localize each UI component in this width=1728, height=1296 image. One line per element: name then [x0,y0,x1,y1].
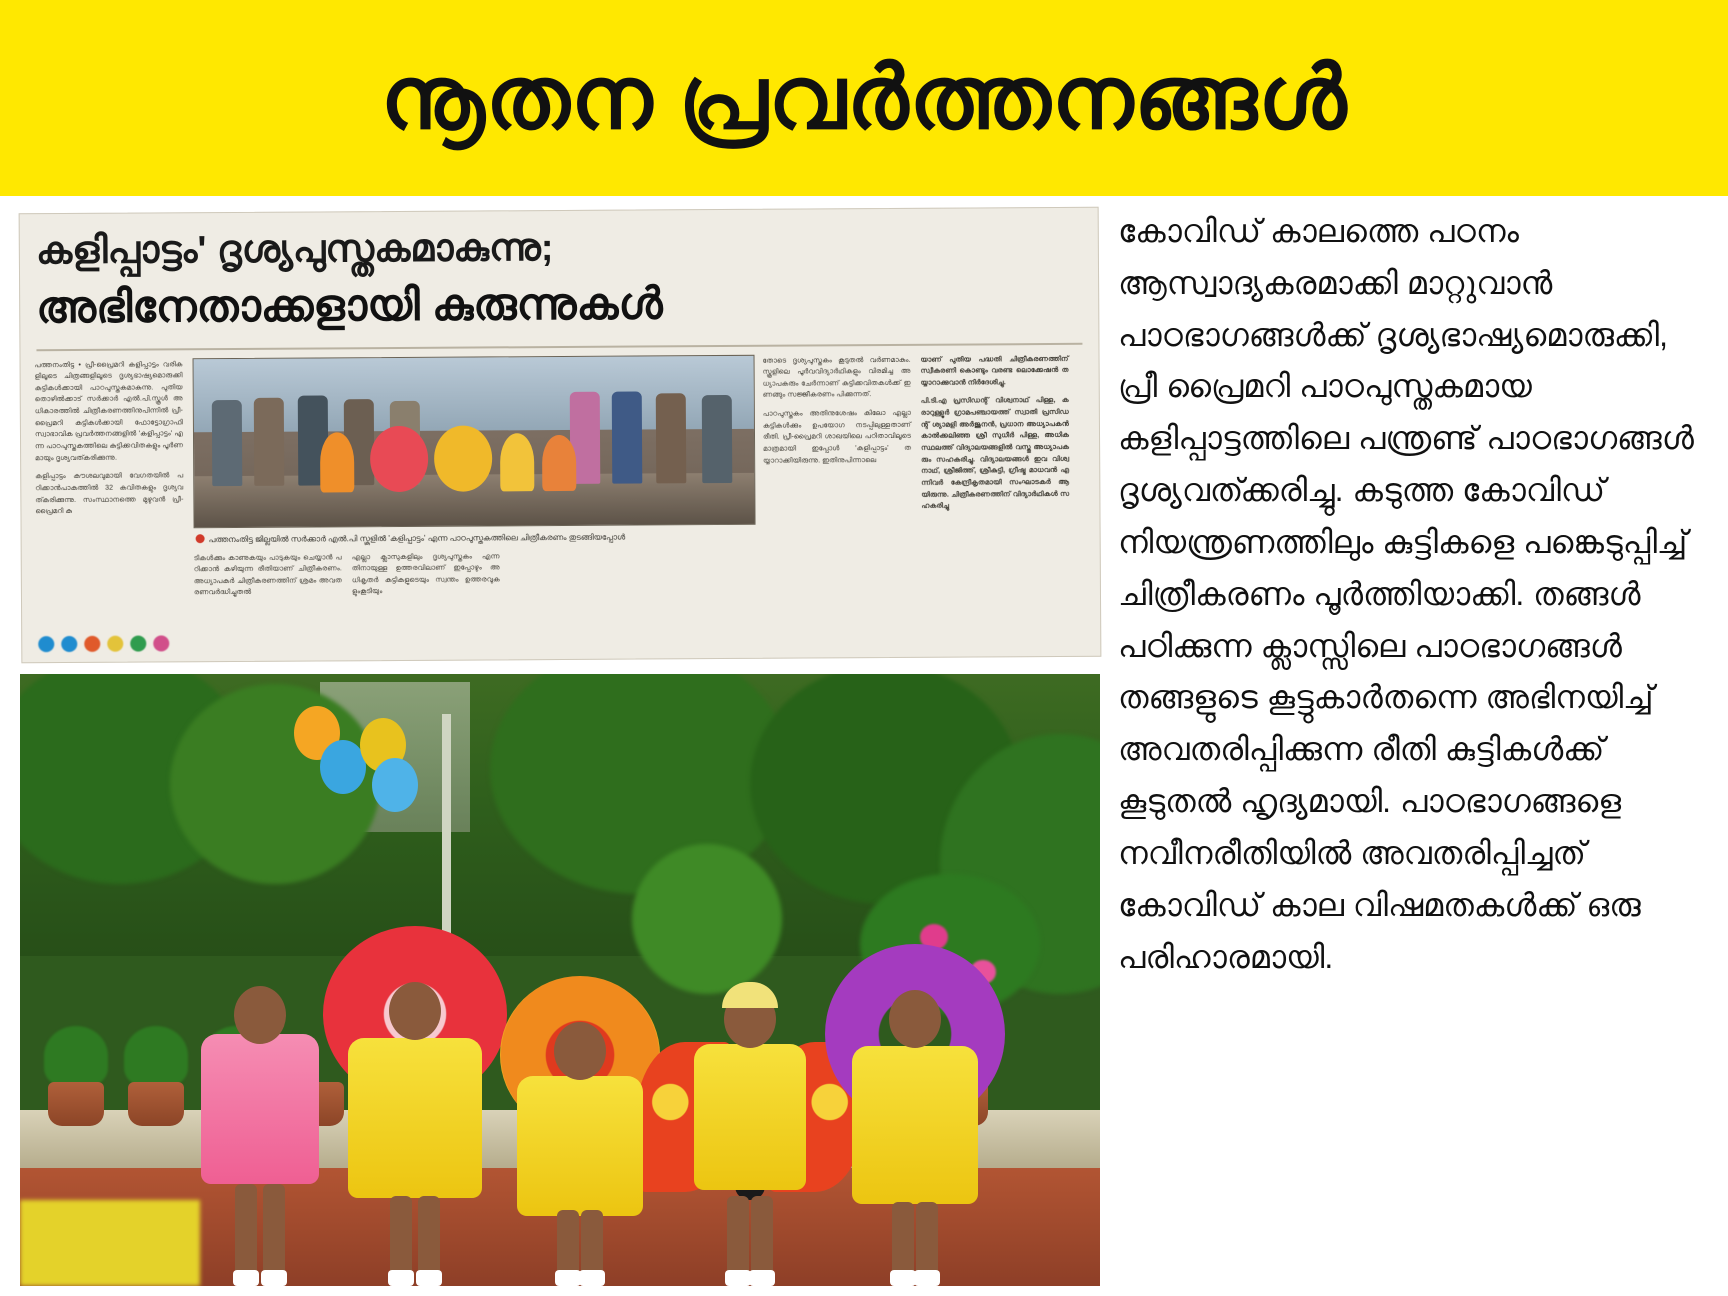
color-dot [153,635,169,651]
caption-bullet-icon [196,534,205,543]
clipping-column-5 [921,352,1070,594]
clipping-column-1 [35,358,184,600]
potted-plant [124,1026,188,1086]
child-shoe [749,1270,775,1286]
photo-adult [254,398,285,486]
child-dress [201,1034,319,1184]
color-dot [84,636,100,652]
child-pink-dress [190,986,330,1286]
child-shoe [388,1270,414,1286]
page-banner [0,0,1728,196]
child-head [889,990,941,1048]
photo-adult [612,392,643,484]
photo-child [370,426,428,492]
clipping-photo-caption [194,524,754,545]
child-head [389,982,441,1040]
clipping-paragraph: എല്ലാ ക്ലാസുകളിലും ദൃശ്യപുസ്തകം എന്നതിനായുള്ള ഉത്തരവിലാണ് ഇപ്പോഴും അധികൃതർ കുട്ടികളുടെയും സ്വന്തം ഉത്തരവുകളുംകൂടിയും [351,550,500,596]
child-cap [722,982,778,1008]
article-paragraph: കോവിഡ് കാലത്തെ പഠനം ആസ്വാദ്യകരമാക്കി മാറ്റുവാൻ പാഠഭാഗങ്ങൾക്ക് ദൃശ്യഭാഷ്യമൊരുക്കി, പ്രീ പ്രൈമറി പാഠപുസ്തകമായ കളിപ്പാട്ടത്തിലെ പന്ത്രണ്ട് പാഠഭാഗങ്ങൾ ദൃശ്യവത്ക്കരിച്ചു. കടുത്ത കോവിഡ് നിയന്ത്രണത്തിലും കുട്ടികളെ പങ്കെടുപ്പിച്ച് ചിത്രീകരണം പൂർത്തിയാക്കി. തങ്ങൾ പഠിക്കുന്ന ക്ലാസ്സിലെ പാഠഭാഗങ്ങൾ തങ്ങളുടെ കൂട്ടുകാർതന്നെ അഭിനയിച്ച് അവതരിപ്പിക്കുന്ന രീതി കുട്ടികൾക്ക് കൂടുതൽ ഹൃദ്യമായി. പാഠഭാഗങ്ങളെ നവീനരീതിയിൽ അവതരിപ്പിച്ചത് കോവിഡ് കാല വിഷമതകൾക്ക് ഒരു പരിഹാരമായി. [1118,213,1694,975]
child-shoe [233,1270,259,1286]
clipping-paragraph: പാഠപുസ്തകം അതിനുശേഷം കിലോ എല്ലാ കുട്ടികൾക്കും ഉപയോഗ നടപ്പിലുള്ളതാണ് രീതി. പ്രീ-പ്രൈമറി ശാഖയിലെ പഠിതാവിലൂടെ മാത്രമായി ഇപ്പോൾ 'കളിപ്പാട്ടം' തയ്യാറാക്കിയിരുന്നു. ഇതിനുപിന്നാലെ [762,407,912,465]
photo-adult [702,395,733,483]
child-dress [517,1076,643,1216]
child-dress [348,1038,482,1198]
photo-child [500,433,534,491]
clipping-column-3 [352,550,500,598]
child-legs [719,1196,781,1286]
article-text [1118,206,1708,983]
child-shoe [890,1270,916,1286]
headline-line-2: അഭിനേതാക്കളായി കുരുന്നുകൾ [36,278,663,332]
clipping-columns [21,352,1100,599]
caption-text: പത്തനംതിട്ട ജില്ലയിൽ സർക്കാർ എൽ.പി സ്കൂളിൽ 'കളിപ്പാട്ടം' എന്ന പാഠപുസ്തകത്തിലെ ചിത്രീകരണം തുടങ്ങിയപ്പോൾ [208,532,626,544]
child-head [554,1022,606,1080]
child-shoe [914,1270,940,1286]
child-dress [694,1044,806,1190]
color-dot [61,636,77,652]
balloon [372,758,418,812]
child-legs [549,1210,611,1286]
color-dot [38,636,54,652]
clipping-paragraph: പി.ടി.എ പ്രസിഡന്റ് വിശ്വനാഥ് പിള്ള, കരാറുള്ളൂർ ഗ്രാമപഞ്ചായത്ത് സ്വാതി പ്രസിഡന്റ് ശ്യാമളി അർജുനൻ, പ്രധാന അധ്യാപകൻ കാൽക്കലിഞ്ഞ ശ്രീ സുധീർ പിള്ള, അധിക സ്ഥലത്ത് വിദ്യാലയങ്ങളിൽ വസ്തു അധ്യാപകരും സഹകരിച്ചു. വിദ്യാലയങ്ങൾ ഇവ വിശ്വനാഥ്, ശ്രീജിത്ത്, ശ്രീകുട്ടി, ഗ്രീഷ്മ മാധവൻ എന്നിവർ കേന്ദ്രീകൃതമായി സംഘാടകർ ആയിരുന്നു. ചിത്രീകരണത്തിന് വിദ്യാർഥികൾ സഹകരിച്ചു [920,395,1070,511]
photo-adult [212,400,243,486]
main-photo [20,674,1100,1286]
clipping-column-2 [194,551,342,599]
color-dot [130,636,146,652]
child-shoe [725,1270,751,1286]
photo-adult [656,393,687,483]
balloon [320,740,366,794]
photo-child [542,435,576,491]
child-lotus-costume [320,926,510,1286]
color-dot [107,636,123,652]
clipping-paragraph: പത്തനംതിട്ട • പ്രീ-പ്രൈമറി കളിപ്പാട്ടം വരികളിലൂടെ ചിത്രങ്ങളിലൂടെ ദൃശ്യഭാഷ്യമൊരുക്കി കുട്ടികൾക്കായി പാഠപുസ്തകമാകുന്നു. പുതിയ തൊഴിൽക്കാട് സർക്കാർ എൽ.പി.സ്കൂൾ അധികാരത്തിൽ ചിത്രീകരണത്തിനുപിന്നിൽ പ്രീ-പ്രൈമറി കുട്ടികൾക്കായി ഫോട്ടോഗ്രാഫി സ്വാഭാവിക പ്രവർത്തനങ്ങളിൽ 'കളിപ്പാട്ടം' എന്ന പാഠപുസ്തകത്തിലെ കുട്ടിക്കവിതകളും പൂർണമായും ദൃശ്യവത്കരിക്കുന്നു. [34,358,184,462]
photo-yellow-patch [20,1200,200,1286]
page-title: നൂതന പ്രവർത്തനങ്ങൾ [380,47,1348,147]
clipping-paragraph: കളിപ്പാട്ടം കൗശലവുമായി വേഗതയിൽ പഠിക്കാൻപാകത്തിൽ 32 കവിതകളും ദൃശ്യവത്കരിക്കുന്നു. സംസ്ഥാനത്തെ മുഴുവൻ പ്രീ-പ്രൈമറി കു [35,470,184,516]
child-shoe [261,1270,287,1286]
clipping-headline [20,208,1099,339]
clipping-paragraph: തോടെ ദൃശ്യപുസ്തകം കൂടുതൽ വർണമാകും. സ്കൂളിലെ പൂർവവിദ്യാർഥികളും വിരമിച്ച അധ്യാപകരും ചേർന്നാണ് കുട്ടിക്കവിതകൾക്ക് ഇണങ്ങും സജ്ജീകരണം പിക്കുന്നത്. [762,354,911,400]
child-legs [229,1184,291,1286]
flower-pot [48,1082,104,1126]
flower-pot [128,1082,184,1126]
child-shoe [579,1270,605,1286]
clipping-photo-block [193,354,754,598]
child-head [234,986,286,1044]
photo-child [434,425,492,491]
clipping-photo [193,354,756,527]
child-legs [384,1196,446,1286]
potted-plant [44,1026,108,1086]
child-shoe [555,1270,581,1286]
child-dress [852,1046,978,1204]
clipping-column-4 [763,353,912,595]
headline-rule [36,342,1082,350]
newspaper-clipping [19,207,1102,664]
photo-child [320,432,354,492]
page-content [0,196,1728,1296]
child-shoe [416,1270,442,1286]
clipping-paragraph: യാണ് പുതിയ പദ്ധതി ചിത്രീകരണത്തിന് സ്വീകരണി കൊണ്ടും വരണ്ട ലൊക്കേഷൻ തയ്യാറാക്കുവാൻ നിർദേശിച്ചു. [920,353,1069,387]
clipping-color-dots [38,635,169,652]
child-legs [884,1202,946,1286]
headline-line-1: കളിപ്പാട്ടം' ദൃശ്യപുസ്തകമാകുന്നു; [35,227,554,273]
clipping-paragraph: ടികൾക്കും കാണുകയും പാടുകയും ചെയ്യാൻ പഠിക്കാൻ കഴിയുന്ന രീതിയാണ് ചിത്രീകരണം. അധ്യാപകർ ചിത്രീകരണത്തിന് ശ്രമം അവതരണവർദ്ധിച്ചുതൽ [193,551,342,597]
